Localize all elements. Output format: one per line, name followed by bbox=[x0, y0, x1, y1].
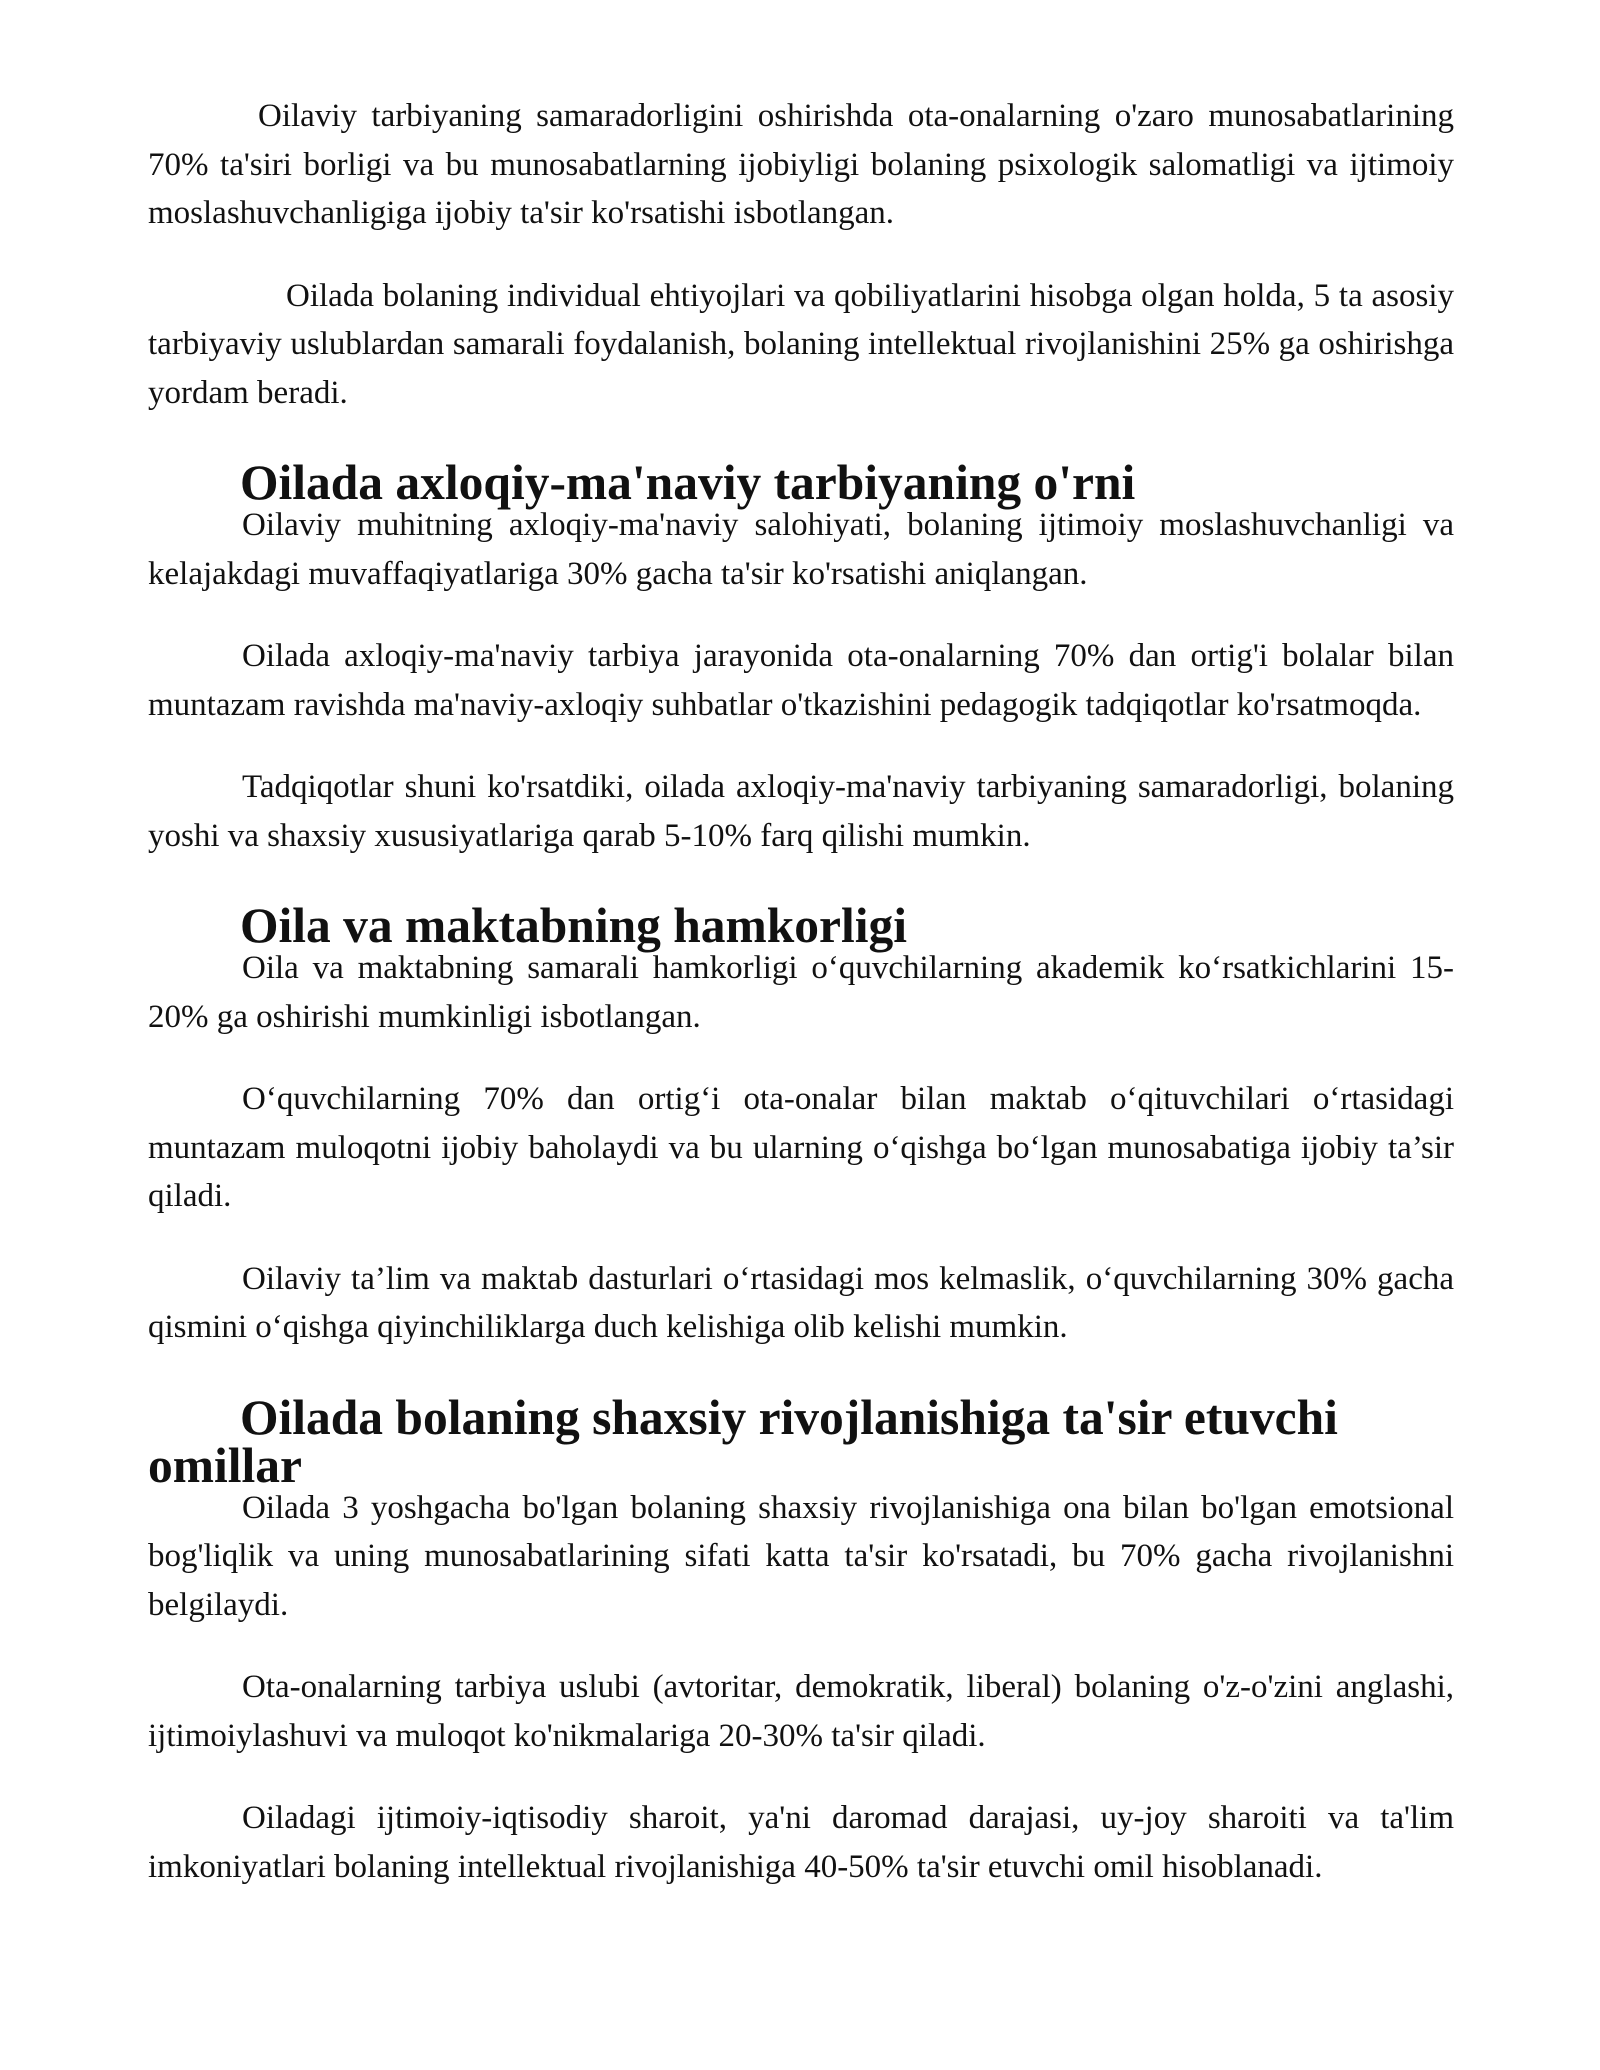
section-heading-moral: Oilada axloqiy-ma'naviy tarbiyaning o'rni bbox=[240, 455, 1136, 510]
paragraph-development-2: Ota-onalarning tarbiya uslubi (avtoritar, demokratik, liberal) bolaning o'z-o'zini anglashi, ijtimoiylashuvi va muloqot ko'nikmalariga 20-30% ta'sir qiladi. bbox=[148, 1669, 1454, 1754]
section-heading-development: Oilada bolaning shaxsiy rivojlanishiga ta'sir etuvchi omillar bbox=[148, 1389, 1338, 1493]
paragraph-development-1: Oilada 3 yoshgacha bo'lgan bolaning shaxsiy rivojlanishiga ona bilan bo'lgan emotsional bog'liqlik va uning munosabatlarining sifati katta ta'sir ko'rsatadi, bu 70% gacha rivojlanishni belgilaydi. bbox=[148, 1489, 1454, 1623]
paragraph-intro-2: Oilada bolaning individual ehtiyojlari va qobiliyatlarini hisobga olgan holda, 5 ta asosiy tarbiyaviy uslublardan samarali foydalanish, bolaning intellektual rivojlanishini 25% ga oshirishga yordam beradi. bbox=[148, 277, 1454, 411]
paragraph-school-1: Oila va maktabning samarali hamkorligi o‘quvchilarning akademik ko‘rsatkichlarini 15-20% ga oshirishi mumkinligi isbotlangan. bbox=[148, 950, 1454, 1035]
paragraph-moral-2: Oilada axloqiy-ma'naviy tarbiya jarayonida ota-onalarning 70% dan ortig'i bolalar bilan muntazam ravishda ma'naviy-axloqiy suhbatlar o'tkazishini pedagogik tadqiqotlar ko'rsatmoqda. bbox=[148, 638, 1454, 723]
paragraph-school-3: Oilaviy ta’lim va maktab dasturlari o‘rtasidagi mos kelmaslik, o‘quvchilarning 30% gacha qismini o‘qishga qiyinchiliklarga duch kelishiga olib kelishi mumkin. bbox=[148, 1260, 1454, 1345]
paragraph-development-3: Oiladagi ijtimoiy-iqtisodiy sharoit, ya'ni daromad darajasi, uy-joy sharoiti va ta'lim imkoniyatlari bolaning intellektual rivojlanishiga 40-50% ta'sir etuvchi omil hisoblanadi. bbox=[148, 1800, 1454, 1885]
section-heading-school: Oila va maktabning hamkorligi bbox=[240, 898, 907, 953]
document-page bbox=[148, 92, 1454, 1891]
paragraph-intro-1: Oilaviy tarbiyaning samaradorligini oshirishda ota-onalarning o'zaro munosabatlarining 70% ta'siri borligi va bu munosabatlarning ijobiyligi bolaning psixologik salomatligi va ijtimoiy moslashuvchanligiga ijobiy ta'sir ko'rsatishi isbotlangan. bbox=[148, 98, 1454, 231]
paragraph-school-2: O‘quvchilarning 70% dan ortig‘i ota-onalar bilan maktab o‘qituvchilari o‘rtasidagi muntazam muloqotni ijobiy baholaydi va bu ularning o‘qishga bo‘lgan munosabatiga ijobiy ta’sir qiladi. bbox=[148, 1081, 1454, 1214]
paragraph-moral-3: Tadqiqotlar shuni ko'rsatdiki, oilada axloqiy-ma'naviy tarbiyaning samaradorligi, bolaning yoshi va shaxsiy xususiyatlariga qarab 5-10% farq qilishi mumkin. bbox=[148, 769, 1454, 854]
paragraph-moral-1: Oilaviy muhitning axloqiy-ma'naviy salohiyati, bolaning ijtimoiy moslashuvchanligi va kelajakdagi muvaffaqiyatlariga 30% gacha ta'sir ko'rsatishi aniqlangan. bbox=[148, 507, 1454, 592]
